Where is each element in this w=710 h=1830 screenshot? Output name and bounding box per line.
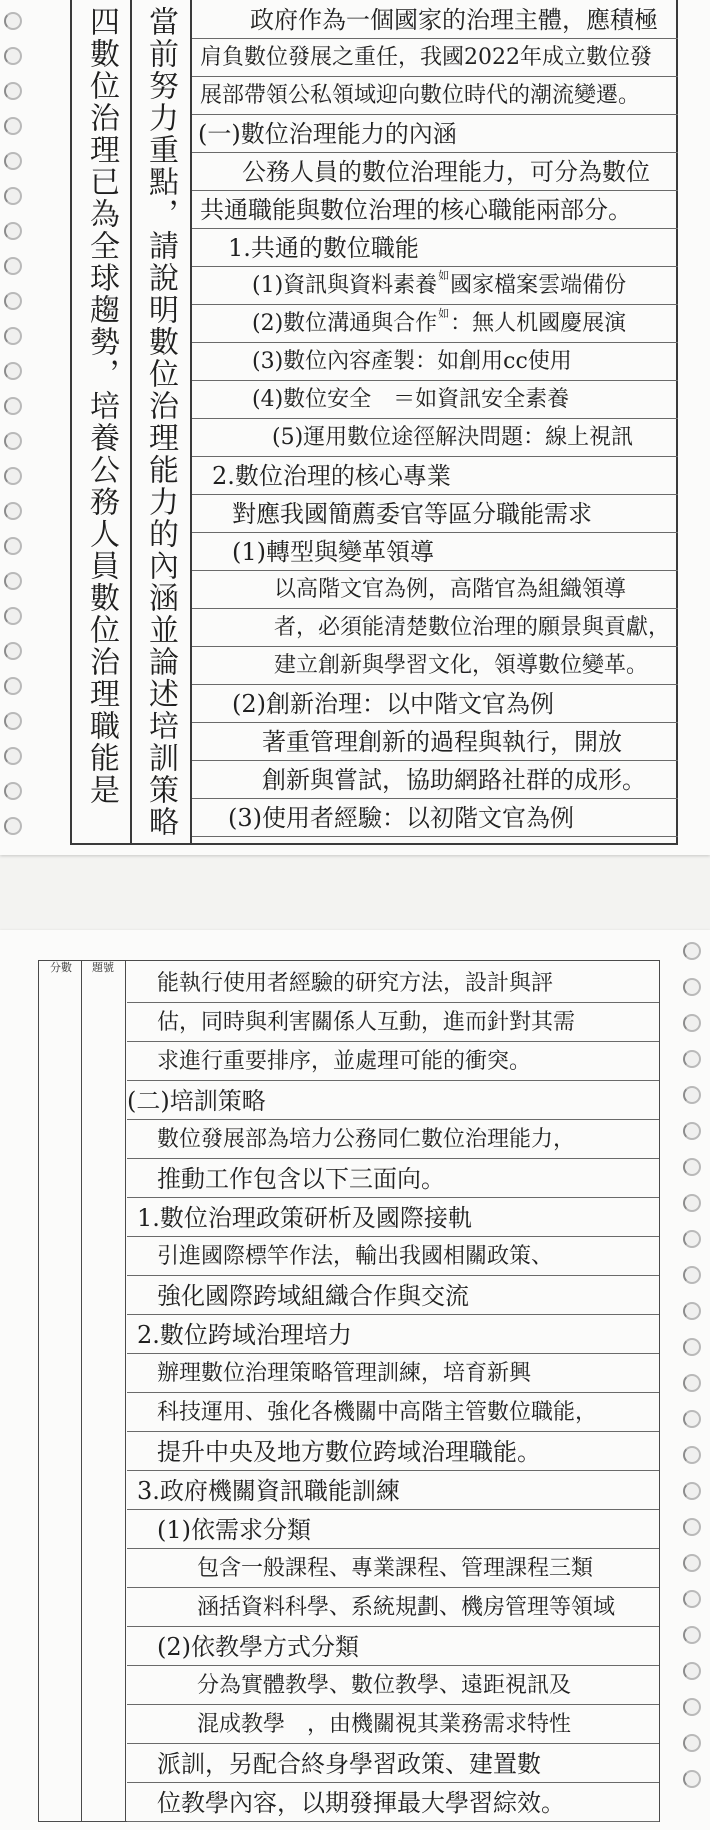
answer-line-text: 共通職能與數位治理的核心職能兩部分。	[200, 196, 632, 224]
answer-line-text: 1.共通的數位職能	[228, 234, 419, 262]
answer-line-text-rest: ：無人机國慶展演	[450, 311, 627, 336]
answer-line-text: 位教學內容，以期發揮最大學習綜效。	[157, 1789, 565, 1817]
binder-hole-icon	[683, 1626, 701, 1644]
prompt-text: 當前努力重點，請說明數位治理能力的內涵並論述培訓策略	[143, 6, 178, 838]
binder-hole-icon	[683, 978, 701, 996]
answer-line-text: 包含一般課程、專業課程、管理課程三類	[197, 1556, 594, 1581]
answer-line	[192, 608, 678, 647]
answer-line	[127, 1665, 659, 1705]
answer-line-text: 分為實體教學、數位教學、遠距視訊及	[197, 1673, 572, 1698]
answer-line-text: 1.數位治理政策研析及國際接軌	[137, 1204, 472, 1232]
binder-hole-icon	[4, 817, 22, 835]
answer-line	[192, 646, 678, 685]
answer-line-text: 展部帶領公私領域迎向數位時代的潮流變遷。	[200, 83, 641, 108]
binder-hole-icon	[4, 537, 22, 555]
binder-hole-icon	[4, 12, 22, 30]
answer-line	[127, 1548, 659, 1588]
answer-line-text: (1)轉型與變革領導	[232, 538, 434, 566]
answer-line-text: 著重管理創新的過程與執行，開放	[262, 728, 622, 756]
binder-hole-icon	[683, 1050, 701, 1068]
answer-line-text: (5)運用數位途徑解決問題：線上視訊	[272, 425, 634, 450]
answer-line-text: 2.數位治理的核心專業	[212, 462, 451, 490]
answer-line	[127, 1626, 659, 1666]
answer-line	[127, 1782, 659, 1822]
binder-hole-icon	[683, 1698, 701, 1716]
answer-line-text: (一)數位治理能力的內涵	[198, 120, 457, 148]
answer-line	[192, 114, 678, 153]
binder-hole-icon	[683, 1554, 701, 1572]
answer-line-text: 公務人員的數位治理能力，可分為數位	[242, 158, 650, 186]
answer-line	[192, 760, 678, 799]
binder-hole-icon	[683, 1014, 701, 1032]
answer-line-text: 科技運用、強化各機關中高階主管數位職能，	[157, 1400, 598, 1425]
answer-line-text: (4)數位安全 ＝如資訊安全素養	[252, 387, 570, 412]
answer-line	[127, 1041, 659, 1081]
answer-line-text: 肩負數位發展之重任，我國2022年成立數位發	[200, 45, 652, 70]
answer-line-text: (3)數位內容產製：如創用cc使用	[252, 349, 572, 374]
answer-line-annotation: 如	[438, 307, 450, 320]
answer-line	[127, 1002, 659, 1042]
binder-hole-icon	[4, 257, 22, 275]
binder-hole-icon	[683, 1446, 701, 1464]
answer-line	[127, 1314, 659, 1354]
binder-hole-icon	[683, 1194, 701, 1212]
answer-line-text: 2.數位跨域治理培力	[137, 1321, 352, 1349]
answer-line	[192, 570, 678, 609]
binder-hole-icon	[4, 362, 22, 380]
answer-line-text: 3.政府機關資訊職能訓練	[137, 1477, 400, 1505]
answer-line	[127, 1587, 659, 1627]
answer-line	[192, 0, 678, 39]
answer-grid-page-2	[38, 960, 660, 1822]
answer-line-text: (1)資訊與資料素養	[252, 273, 438, 298]
answer-line-text: (1)依需求分類	[157, 1516, 311, 1544]
answer-line	[127, 1743, 659, 1783]
binder-hole-icon	[683, 1086, 701, 1104]
answer-line	[127, 1197, 659, 1237]
answer-sheet-page-1	[0, 0, 710, 855]
answer-line-text: 辦理數位治理策略管理訓練，培育新興	[157, 1361, 532, 1386]
answer-line	[192, 418, 678, 457]
answer-line-text: 求進行重要排序，並處理可能的衝突。	[157, 1049, 532, 1074]
answer-line-text: 政府作為一個國家的治理主體，應積極	[250, 6, 658, 34]
answer-line	[127, 1353, 659, 1393]
binder-hole-icon	[683, 1662, 701, 1680]
answer-line-text: 以高階文官為例，高階官為組織領導	[274, 577, 627, 602]
answer-line	[192, 190, 678, 229]
binder-hole-icon	[683, 1338, 701, 1356]
answer-line	[127, 1080, 659, 1120]
answer-line-text: 強化國際跨域組織合作與交流	[157, 1282, 469, 1310]
answer-line-text: 對應我國簡薦委官等區分職能需求	[232, 500, 592, 528]
question-number-column	[81, 961, 126, 1821]
answer-line-text: 提升中央及地方數位跨域治理職能。	[157, 1438, 541, 1466]
binder-hole-icon	[4, 572, 22, 590]
answer-line	[192, 266, 678, 305]
score-column	[39, 961, 82, 1821]
binder-hole-icon	[4, 502, 22, 520]
binder-hole-icon	[4, 642, 22, 660]
binder-hole-icon	[4, 327, 22, 345]
binder-hole-icon	[683, 1590, 701, 1608]
binder-hole-icon	[683, 1266, 701, 1284]
answer-line	[192, 798, 678, 837]
answer-line	[192, 456, 678, 495]
answer-line	[127, 1470, 659, 1510]
answer-line	[127, 1119, 659, 1159]
binder-hole-icon	[683, 1518, 701, 1536]
binder-hole-icon	[683, 1734, 701, 1752]
answer-line-text: 引進國際標竿作法，輸出我國相關政策、	[157, 1244, 554, 1269]
answer-line	[192, 76, 678, 115]
answer-line-text: (3)使用者經驗：以初階文官為例	[228, 804, 574, 832]
binder-hole-icon	[4, 187, 22, 205]
answer-line	[192, 342, 678, 381]
binder-hole-icon	[683, 1230, 701, 1248]
answer-line	[192, 494, 678, 533]
answer-line-text: 混成教學 ，由機關視其業務需求特性	[197, 1712, 572, 1737]
binder-hole-icon	[4, 747, 22, 765]
binder-hole-icon	[4, 152, 22, 170]
answer-line	[127, 963, 659, 1003]
question-number-header: 題號	[92, 961, 114, 974]
binder-hole-icon	[683, 942, 701, 960]
answer-line-text: 派訓，另配合終身學習政策、建置數	[157, 1750, 541, 1778]
binder-hole-icon	[4, 782, 22, 800]
answer-line-text: 建立創新與學習文化，領導數位變革。	[274, 653, 649, 678]
answer-line	[192, 380, 678, 419]
answer-line	[127, 1704, 659, 1744]
answer-line	[127, 1236, 659, 1276]
answer-line-text: 估，同時與利害關係人互動，進而針對其需	[157, 1010, 576, 1035]
answer-line	[192, 228, 678, 267]
answer-line	[192, 532, 678, 571]
answer-line	[192, 722, 678, 761]
binder-hole-icon	[4, 117, 22, 135]
score-header: 分數	[50, 961, 72, 974]
answer-line-text: 數位發展部為培力公務同仁數位治理能力，	[157, 1127, 576, 1152]
binder-hole-icon	[4, 467, 22, 485]
answer-line-text: 推動工作包含以下三面向。	[157, 1165, 445, 1193]
binder-hole-icon	[683, 1158, 701, 1176]
binder-hole-icon	[683, 1302, 701, 1320]
answer-line	[192, 304, 678, 343]
answer-line	[192, 152, 678, 191]
binder-hole-icon	[683, 1122, 701, 1140]
answer-line	[127, 1509, 659, 1549]
binder-hole-icon	[4, 677, 22, 695]
binder-hole-icon	[4, 222, 22, 240]
binder-hole-icon	[683, 1374, 701, 1392]
binder-hole-icon	[4, 397, 22, 415]
binder-hole-icon	[4, 82, 22, 100]
answer-line-text: 者，必須能清楚數位治理的願景與貢獻，	[274, 615, 671, 640]
binder-hole-icon	[683, 1770, 701, 1788]
answer-line-text: 涵括資料科學、系統規劃、機房管理等領域	[197, 1595, 616, 1620]
question-text: 四數位治理已為全球趨勢，培養公務人員數位治理職能是	[84, 6, 119, 806]
answer-line-text: (二)培訓策略	[127, 1087, 266, 1115]
answer-line-text: (2)創新治理：以中階文官為例	[232, 690, 554, 718]
prompt-column	[130, 0, 192, 843]
binder-hole-icon	[683, 1482, 701, 1500]
answer-line	[127, 1431, 659, 1471]
binder-hole-icon	[4, 432, 22, 450]
answer-line-text: 創新與嘗試，協助網路社群的成形。	[262, 766, 646, 794]
binder-hole-icon	[4, 292, 22, 310]
answer-line-text: (2)依教學方式分類	[157, 1633, 359, 1661]
answer-sheet-page-2	[0, 930, 710, 1830]
binder-hole-icon	[4, 47, 22, 65]
question-column	[72, 0, 132, 843]
binder-hole-icon	[4, 712, 22, 730]
answer-line	[192, 38, 678, 77]
answer-line-annotation: 如	[438, 269, 450, 282]
answer-line	[127, 1275, 659, 1315]
answer-line	[127, 1158, 659, 1198]
answer-line-text: (2)數位溝通與合作	[252, 311, 438, 336]
answer-line	[192, 684, 678, 723]
binder-hole-icon	[4, 607, 22, 625]
answer-grid-page-1	[70, 0, 678, 845]
answer-line	[127, 1392, 659, 1432]
binder-hole-icon	[683, 1410, 701, 1428]
answer-line-text-rest: 國家檔案雲端備份	[450, 273, 627, 298]
answer-line-text: 能執行使用者經驗的研究方法，設計與評	[157, 971, 554, 996]
